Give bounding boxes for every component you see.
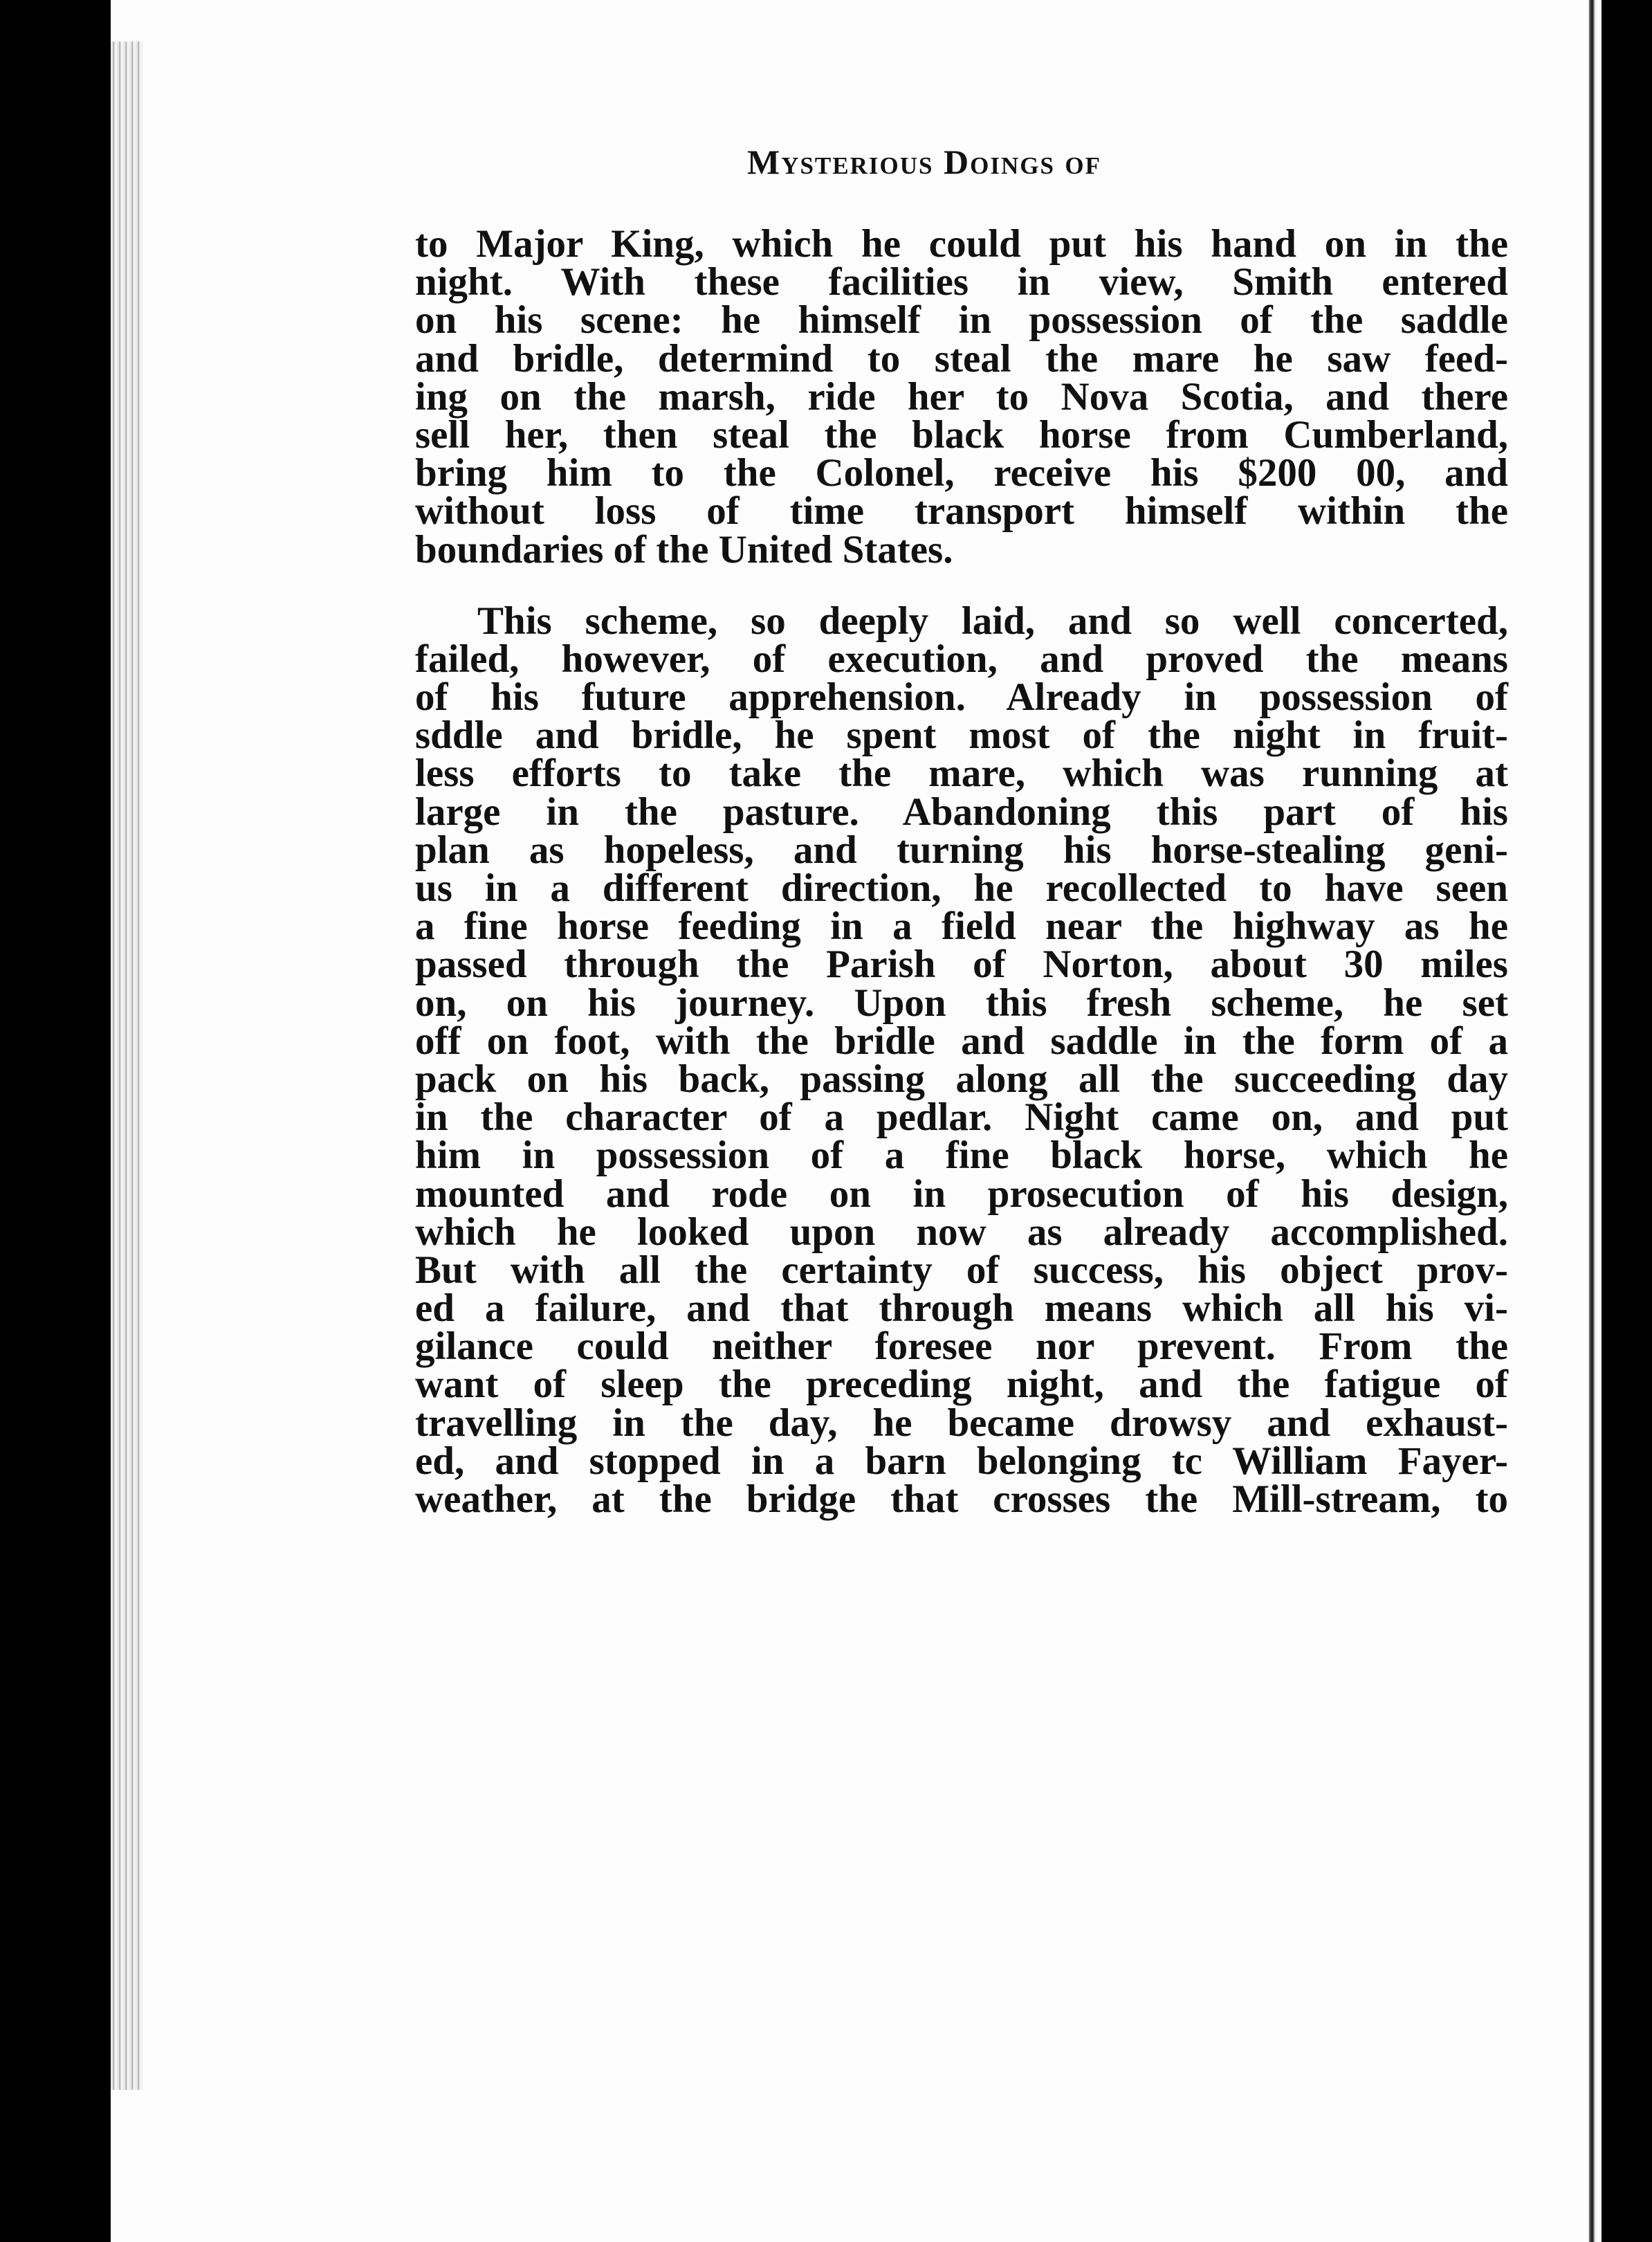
- paragraph-gap: [415, 569, 1508, 602]
- text-line: mounted and rode on in prosecution of his design,: [415, 1172, 1508, 1216]
- page-right-edge: [1584, 0, 1601, 2242]
- text-line: want of sleep the preceding night, and the fatigue of: [415, 1362, 1508, 1407]
- paragraph-1: [415, 222, 1508, 572]
- text-line: off on foot, with the bridle and saddle in the form of a: [415, 1019, 1508, 1063]
- paragraph-2: [415, 599, 1508, 1521]
- text-line: pack on his back, passing along all the succeeding day: [415, 1057, 1508, 1101]
- text-line: passed through the Parish of Norton, about 30 miles: [415, 942, 1508, 987]
- text-line: on, on his journey. Upon this fresh scheme, he set: [415, 981, 1508, 1025]
- text-line: without loss of time transport himself within the: [415, 489, 1508, 534]
- text-line: and bridle, determind to steal the mare he saw feed-: [415, 336, 1508, 381]
- body-text: [415, 222, 1508, 1521]
- text-line: gilance could neither foresee nor prevent. From the: [415, 1324, 1508, 1369]
- text-line: bring him to the Colonel, receive his $200 00, and: [415, 451, 1508, 495]
- text-line: in the character of a pedlar. Night came on, and put: [415, 1095, 1508, 1140]
- page-stack-edge: [111, 42, 143, 2090]
- text-line: travelling in the day, he became drowsy and exhaust-: [415, 1401, 1508, 1445]
- text-line: him in possession of a fine black horse, which he: [415, 1133, 1508, 1178]
- text-line: sell her, then steal the black horse from Cumberland,: [415, 412, 1508, 457]
- text-line: of his future apprehension. Already in possession of: [415, 675, 1508, 720]
- text-line: ed a failure, and that through means which all his vi-: [415, 1286, 1508, 1331]
- text-line: ed, and stopped in a barn belonging tc William Fayer-: [415, 1439, 1508, 1483]
- text-line: boundaries of the United States.: [415, 527, 953, 572]
- text-line: night. With these facilities in view, Smith entered: [415, 260, 1508, 304]
- text-line: large in the pasture. Abandoning this part of his: [415, 790, 1508, 834]
- text-line: less efforts to take the mare, which was running at: [415, 751, 1508, 796]
- text-line: failed, however, of execution, and proved the means: [415, 637, 1508, 681]
- text-line: But with all the certainty of success, his object prov-: [415, 1248, 1508, 1292]
- running-head: Mysterious Doings of: [747, 143, 1102, 181]
- text-line: ing on the marsh, ride her to Nova Scotia, and there: [415, 374, 1508, 419]
- text-line: which he looked upon now as already accomplished.: [415, 1210, 1508, 1254]
- text-line: sddle and bridle, he spent most of the night in fruit-: [415, 713, 1508, 758]
- text-line: us in a different direction, he recollected to have seen: [415, 866, 1508, 910]
- text-line: a fine horse feeding in a field near the highway as he: [415, 904, 1508, 949]
- text-line: weather, at the bridge that crosses the Mill-stream, to: [415, 1477, 1508, 1521]
- text-line: on his scene: he himself in possession of the saddle: [415, 298, 1508, 343]
- text-line: to Major King, which he could put his hand on in the: [415, 222, 1508, 266]
- text-line: plan as hopeless, and turning his horse-stealing geni-: [415, 828, 1508, 872]
- text-line: This scheme, so deeply laid, and so well concerted,: [477, 599, 1508, 643]
